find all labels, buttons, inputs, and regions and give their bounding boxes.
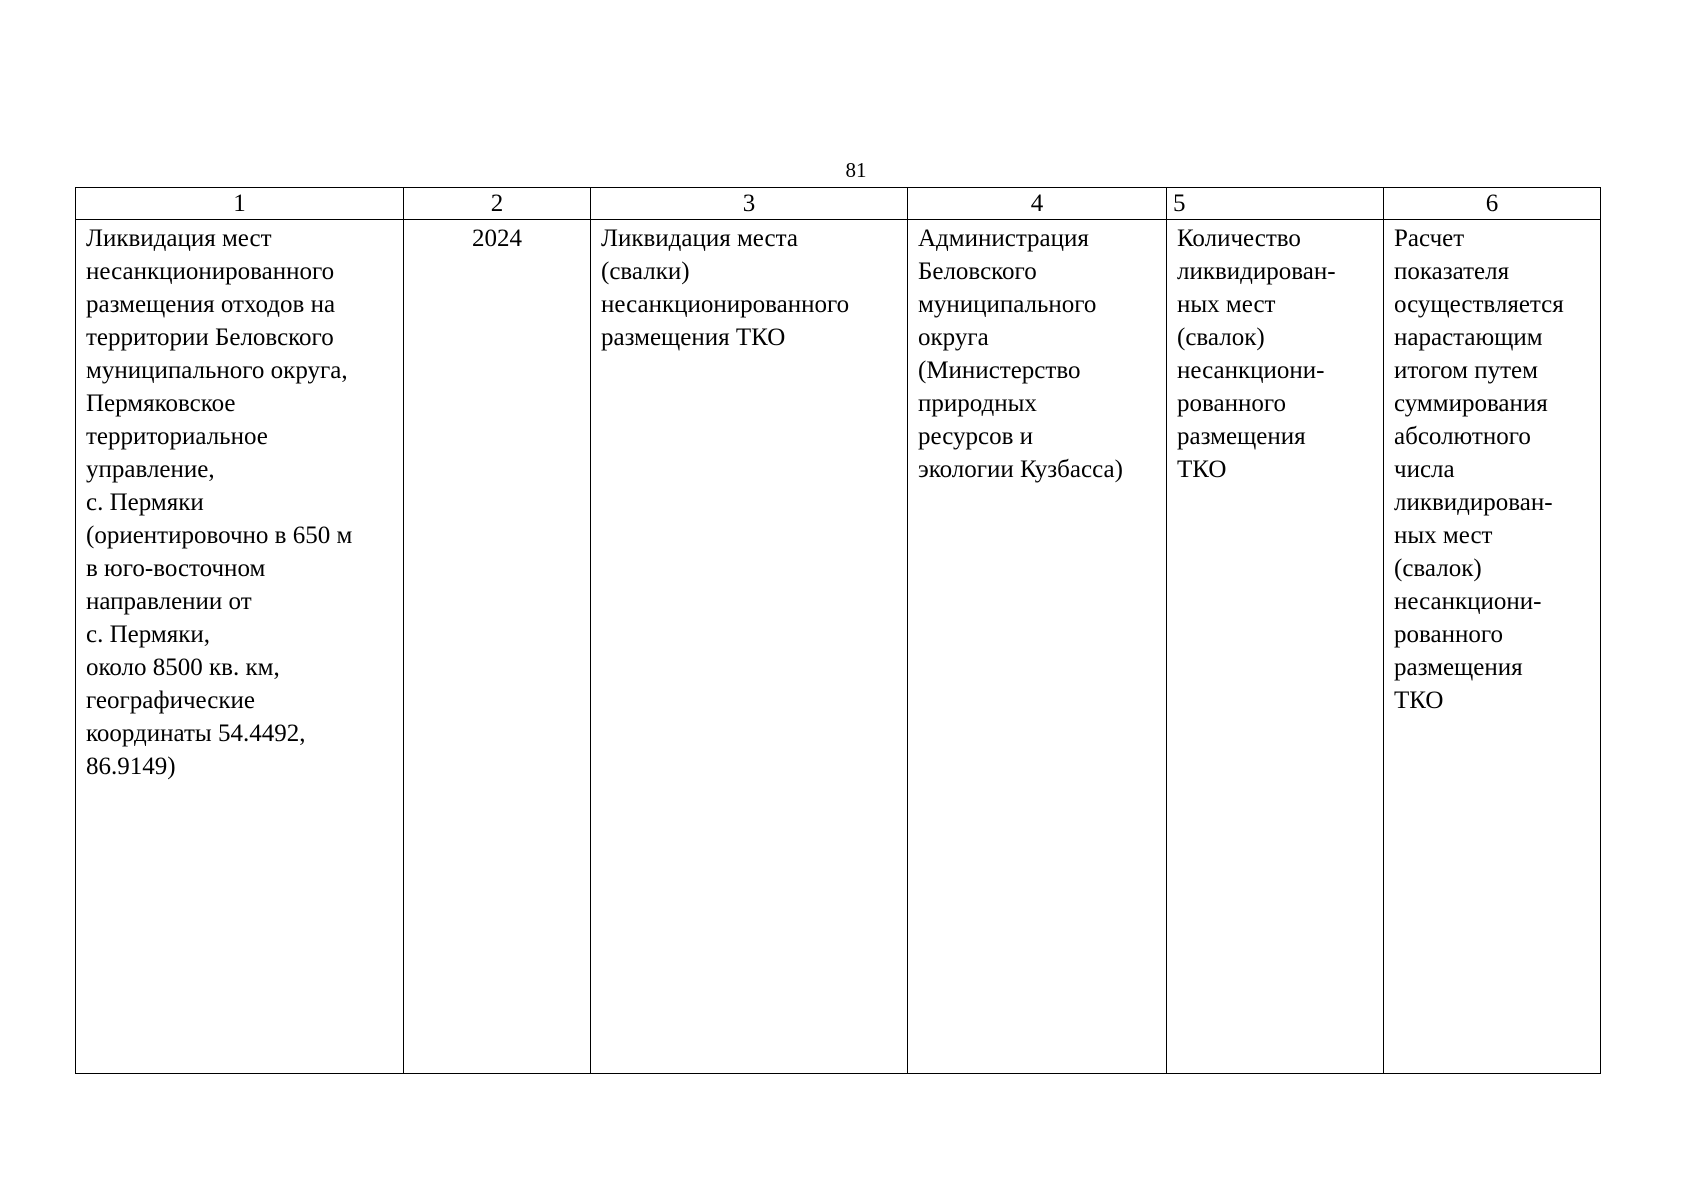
result-cell: Ликвидация места (свалки) несанкционированного размещения ТКО <box>591 220 908 1074</box>
column-number-3: 3 <box>591 188 908 220</box>
executor-cell: Администрация Беловского муниципального округа (Министерство природных ресурсов и экологии Кузбасса) <box>908 220 1167 1074</box>
year-cell: 2024 <box>404 220 591 1074</box>
column-number-1: 1 <box>76 188 404 220</box>
column-number-5: 5 <box>1167 188 1384 220</box>
page-number: 81 <box>845 158 867 182</box>
document-table <box>75 187 1601 1074</box>
column-number-4: 4 <box>908 188 1167 220</box>
indicator-cell: Количество ликвидирован- ных мест (свалок) несанкциони- рованного размещения ТКО <box>1167 220 1384 1074</box>
event-name-cell: Ликвидация мест несанкционированного размещения отходов на территории Беловского муниципального округа, Пермяковское территориальное управление, с. Пермяки (ориентировочно в 650 м в юго-восточном направлении от с. Пермяки, около 8500 кв. км, географические координаты 54.4492, 86.9149) <box>76 220 404 1074</box>
calculation-method-cell: Расчет показателя осуществляется нарастающим итогом путем суммирования абсолютного числа ликвидирован- ных мест (свалок) несанкциони- рованного размещения ТКО <box>1384 220 1601 1074</box>
column-number-6: 6 <box>1384 188 1601 220</box>
column-number-2: 2 <box>404 188 591 220</box>
table-header-row <box>76 188 1601 220</box>
table-row <box>76 220 1601 1074</box>
